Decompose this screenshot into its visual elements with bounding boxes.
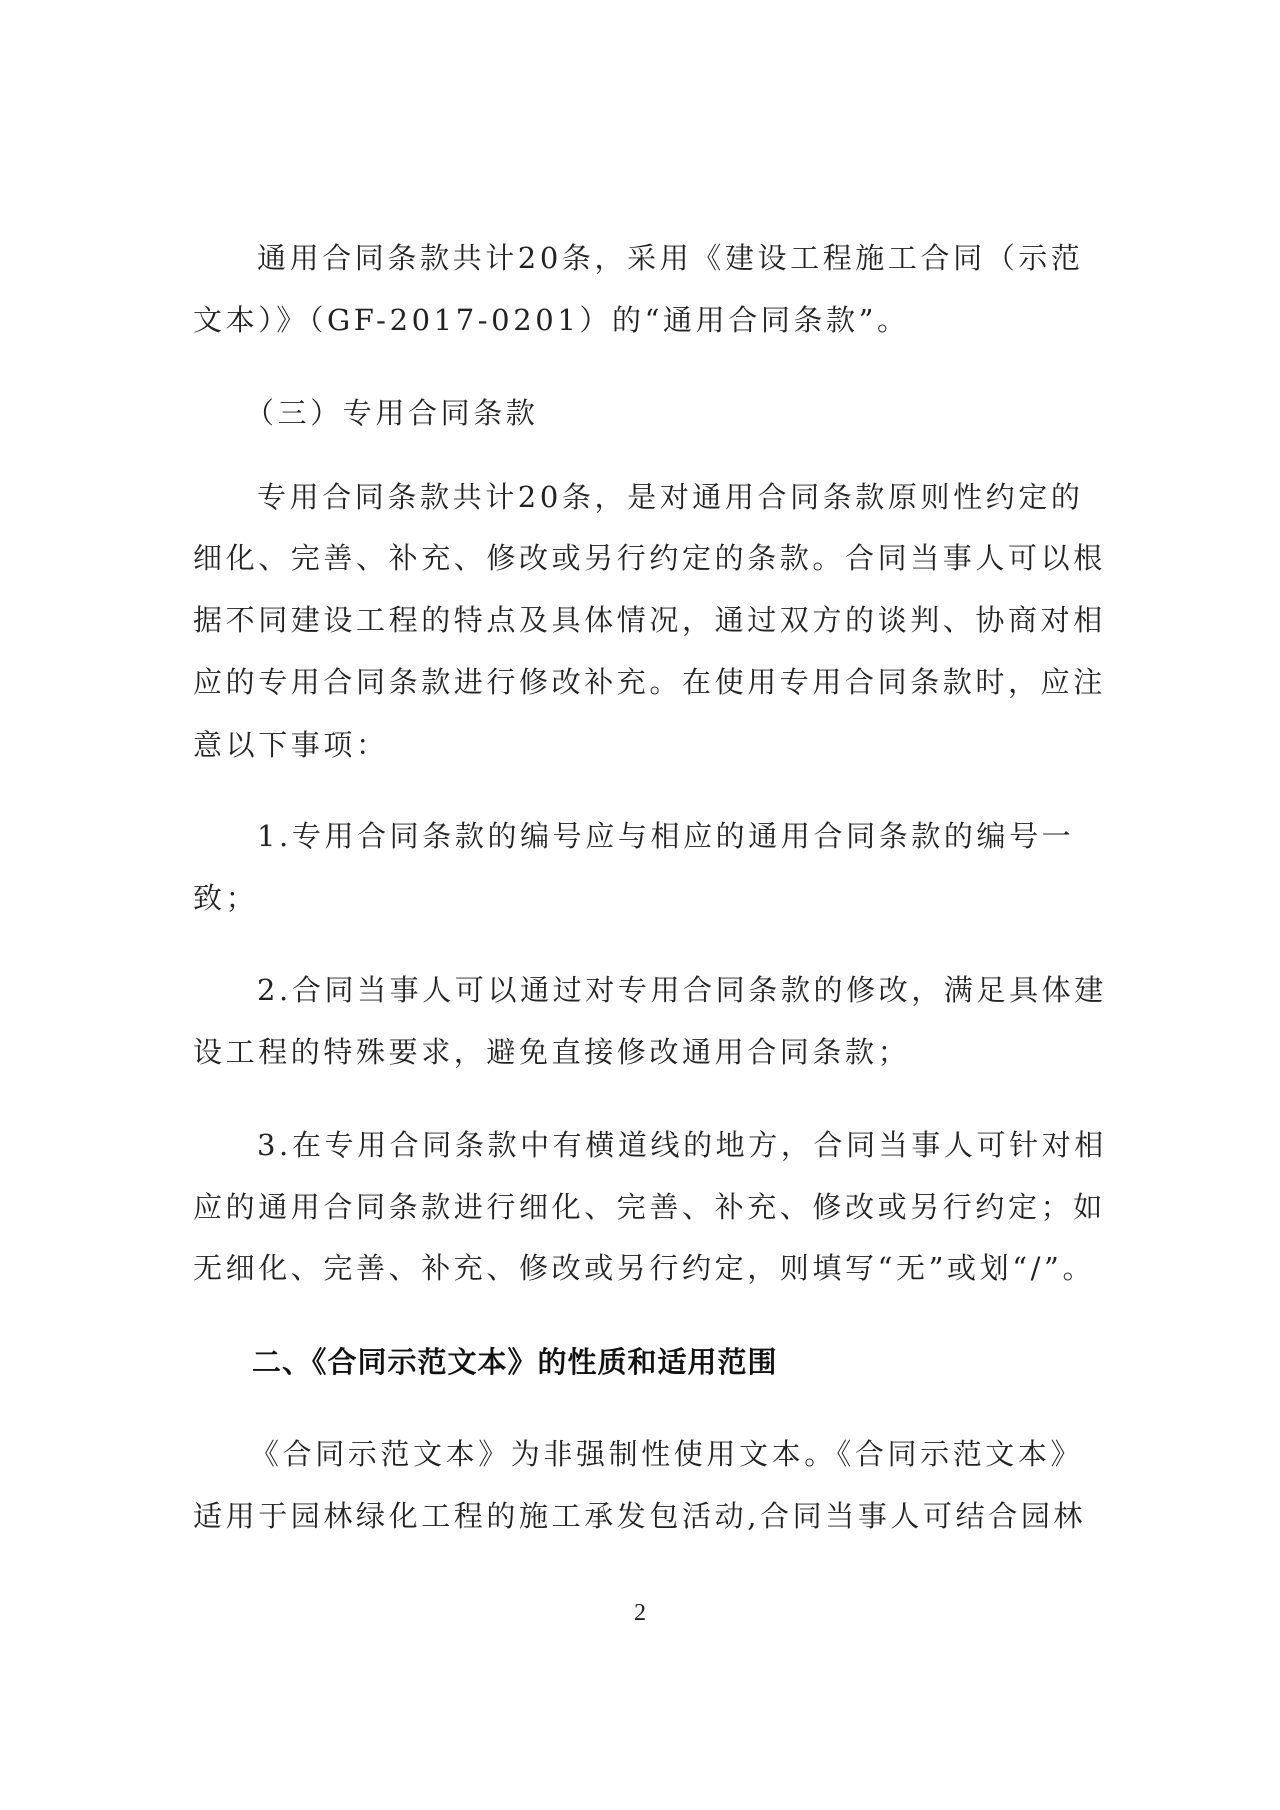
list-item-3-line-2: 应的通用合同条款进行细化、完善、补充、修改或另行约定；如 (193, 1190, 1106, 1224)
paragraph-nature-line-1: 《合同示范文本》为非强制性使用文本。《合同示范文本》 (250, 1437, 1084, 1471)
list-item-2-line-1: 2.合同当事人可以通过对专用合同条款的修改，满足具体建 (257, 973, 1107, 1007)
list-item-3-line-1: 3.在专用合同条款中有横道线的地方，合同当事人可针对相 (257, 1128, 1107, 1162)
subheading-special-clauses: （三）专用合同条款 (245, 396, 539, 430)
paragraph-special-clauses-line-5: 意以下事项： (193, 728, 389, 762)
list-item-1-line-1: 1.专用合同条款的编号应与相应的通用合同条款的编号一 (257, 819, 1075, 853)
paragraph-special-clauses-line-2: 细化、完善、补充、修改或另行约定的条款。合同当事人可以根 (193, 541, 1106, 575)
list-item-2-line-2: 设工程的特殊要求，避免直接修改通用合同条款； (193, 1035, 911, 1069)
paragraph-special-clauses-line-4: 应的专用合同条款进行修改补充。在使用专用合同条款时，应注 (193, 665, 1106, 699)
list-item-1-line-2: 致； (193, 881, 259, 915)
paragraph-general-clauses-line-1: 通用合同条款共计20条，采用《建设工程施工合同（示范 (257, 241, 1084, 275)
paragraph-general-clauses-line-2: 文本）》（GF-2017-0201）的“通用合同条款”。 (193, 303, 910, 337)
paragraph-special-clauses-line-1: 专用合同条款共计20条，是对通用合同条款原则性约定的 (257, 480, 1084, 514)
list-item-3-line-3: 无细化、完善、补充、修改或另行约定，则填写“无”或划“/”。 (193, 1251, 1096, 1285)
paragraph-nature-line-2: 适用于园林绿化工程的施工承发包活动,合同当事人可结合园林 (193, 1499, 1087, 1533)
page-number: 2 (634, 1600, 646, 1626)
section-heading-nature-scope: 二、《合同示范文本》的性质和适用范围 (252, 1345, 778, 1379)
paragraph-special-clauses-line-3: 据不同建设工程的特点及具体情况，通过双方的谈判、协商对相 (193, 603, 1106, 637)
